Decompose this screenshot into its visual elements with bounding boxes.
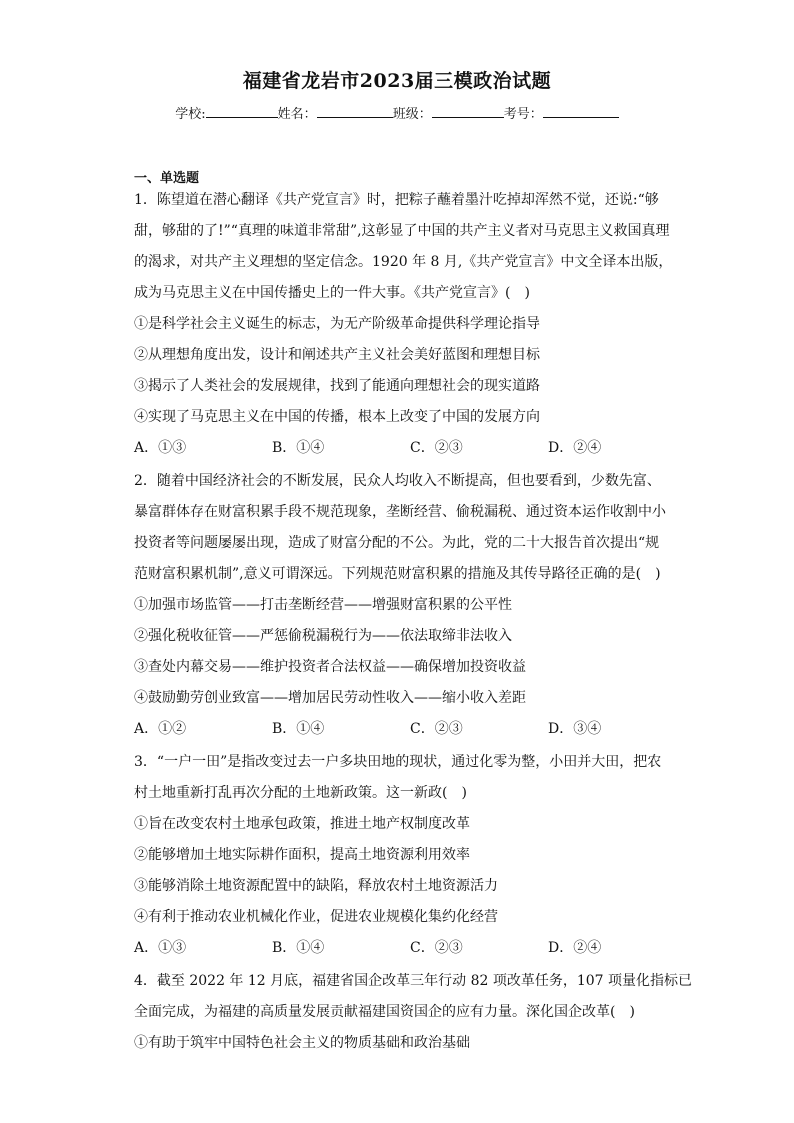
student-info-line	[0, 103, 794, 122]
question-2-line: 投资者等问题屡屡出现，造成了财富分配的不公。为此，党的二十大报告首次提出“规	[134, 535, 660, 551]
question-3-statement: ①旨在改变农村土地承包政策，推进土地产权制度改革	[134, 816, 470, 832]
question-1-line: 成为马克思主义在中国传播史上的一件大事。《共产党宣言》( )	[134, 285, 530, 301]
question-1-statement: ④实现了马克思主义在中国的传播，根本上改变了中国的发展方向	[134, 409, 540, 425]
question-3-line: 村土地重新打乱再次分配的土地新政策。这一新政( )	[134, 785, 467, 801]
class-blank[interactable]	[432, 105, 504, 118]
question-4-line: 4．截至 2022 年 12 月底，福建省国企改革三年行动 82 项改革任务，107 项量化指标已	[134, 973, 693, 989]
question-3-statement: ④有利于推动农业机械化作业，促进农业规模化集约化经营	[134, 909, 498, 925]
option-d[interactable]: D．②④	[548, 940, 602, 956]
option-c[interactable]: C．②③	[410, 440, 463, 456]
number-blank[interactable]	[543, 105, 619, 118]
name-label: 姓名：	[277, 107, 317, 122]
option-d[interactable]: D．②④	[548, 440, 602, 456]
question-2-line: 2．随着中国经济社会的不断发展，民众人均收入不断提高，但也要看到，少数先富、	[134, 473, 661, 489]
question-3-statement: ②能够增加土地实际耕作面积，提高土地资源利用效率	[134, 847, 470, 863]
name-blank[interactable]	[317, 105, 393, 118]
page-title: 福建省龙岩市2023届三模政治试题	[242, 70, 552, 92]
question-1-statement: ②从理想角度出发，设计和阐述共产主义社会美好蓝图和理想目标	[134, 347, 540, 363]
number-label: 考号：	[503, 107, 543, 122]
option-c[interactable]: C．②③	[410, 721, 463, 737]
question-4-statement: ①有助于筑牢中国特色社会主义的物质基础和政治基础	[134, 1035, 470, 1051]
question-2-statement: ②强化税收征管——严惩偷税漏税行为——依法取缔非法收入	[134, 628, 512, 644]
option-a[interactable]: A．①②	[134, 721, 187, 737]
school-label: 学校:	[175, 107, 206, 122]
option-a[interactable]: A．①③	[134, 440, 187, 456]
option-b[interactable]: B．①④	[272, 940, 325, 956]
question-3-statement: ③能够消除土地资源配置中的缺陷，释放农村土地资源活力	[134, 878, 498, 894]
option-b[interactable]: B．①④	[272, 440, 325, 456]
school-blank[interactable]	[206, 105, 278, 118]
question-4-line: 全面完成，为福建的高质量发展贡献福建国资国企的应有力量。深化国企改革( )	[134, 1004, 635, 1020]
class-label: 班级：	[392, 107, 432, 122]
question-1-statement: ③揭示了人类社会的发展规律，找到了能通向理想社会的现实道路	[134, 378, 540, 394]
section-heading: 一、单选题	[134, 171, 200, 186]
question-2-statement: ③查处内幕交易——维护投资者合法权益——确保增加投资收益	[134, 659, 526, 675]
question-1-line: 1．陈望道在潜心翻译《共产党宣言》时，把粽子蘸着墨汁吃掉却浑然不觉，还说:“够	[134, 192, 659, 208]
question-1-line: 甜，够甜的了!”“真理的味道非常甜”,这彰显了中国的共产主义者对马克思主义救国真理	[134, 223, 670, 239]
question-1-statement: ①是科学社会主义诞生的标志，为无产阶级革命提供科学理论指导	[134, 316, 540, 332]
question-1-line: 的渴求，对共产主义理想的坚定信念。1920 年 8 月,《共产党宣言》中文全译本出版，	[134, 254, 673, 270]
option-c[interactable]: C．②③	[410, 940, 463, 956]
option-d[interactable]: D．③④	[548, 721, 602, 737]
option-b[interactable]: B．①④	[272, 721, 325, 737]
option-a[interactable]: A．①③	[134, 940, 187, 956]
question-2-statement: ①加强市场监管——打击垄断经营——增强财富积累的公平性	[134, 597, 512, 613]
question-2-statement: ④鼓励勤劳创业致富——增加居民劳动性收入——缩小收入差距	[134, 690, 526, 706]
question-3-line: 3．“一户一田”是指改变过去一户多块田地的现状，通过化零为整，小田并大田，把农	[134, 754, 662, 770]
question-2-line: 范财富积累机制”,意义可谓深远。下列规范财富积累的措施及其传导路径正确的是( )	[134, 566, 661, 582]
question-2-line: 暴富群体存在财富积累手段不规范现象，垄断经营、偷税漏税、通过资本运作收割中小	[134, 504, 666, 520]
